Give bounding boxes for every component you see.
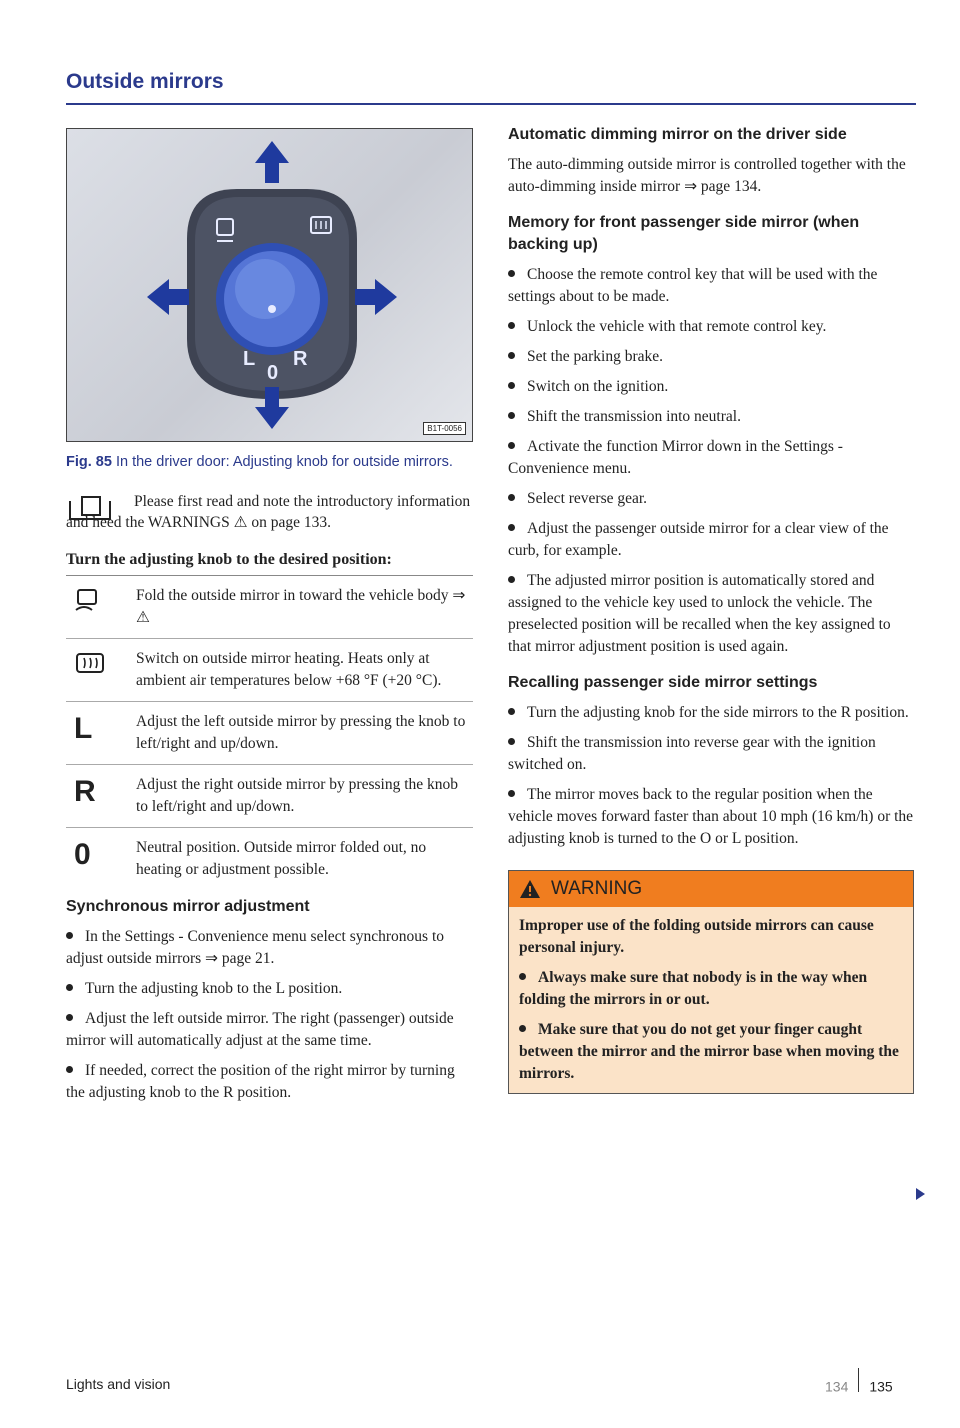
list-item: Select reverse gear. xyxy=(508,488,916,510)
knob-label-l: L xyxy=(243,348,256,370)
list-item: Turn the adjusting knob to the L position. xyxy=(66,978,473,1000)
sync-heading: Synchronous mirror adjustment xyxy=(66,898,310,915)
page-header xyxy=(66,70,916,94)
list-item: Shift the transmission into neutral. xyxy=(508,406,916,428)
page-number-left: 134 xyxy=(825,1378,849,1395)
continue-arrow-icon xyxy=(916,1188,925,1200)
list-item: Unlock the vehicle with that remote control key. xyxy=(508,316,916,338)
symbol-fold-text: Fold the outside mirror in toward the vehicle body ⇒ ⚠ xyxy=(136,587,466,626)
list-item: Shift the transmission into reverse gear with the ignition switched on. xyxy=(508,734,876,773)
warning-body xyxy=(509,907,913,1093)
warning-intro: Improper use of the folding outside mirrors can cause personal injury. xyxy=(519,917,874,956)
memory-heading: Memory for front passenger side mirror (when backing up) xyxy=(508,214,860,253)
warning-title: WARNING xyxy=(551,878,643,899)
knob-label-r: R xyxy=(293,348,308,370)
right-column xyxy=(508,124,916,1094)
mirror-knob-figure xyxy=(66,128,473,442)
figure-caption-text: In the driver door: Adjusting knob for outside mirrors. xyxy=(115,454,453,470)
symbol-r: R xyxy=(74,775,96,808)
auto-dim-heading: Automatic dimming mirror on the driver side xyxy=(508,126,847,143)
list-item: Set the parking brake. xyxy=(508,346,916,368)
warning-box xyxy=(508,870,914,1094)
list-item: The adjusted mirror position is automatically stored and assigned to the vehicle key used to unlock the vehicle. The preselected position will be recalled when the key assigned to that mirror adjustment position is used again. xyxy=(508,572,891,655)
figure-caption xyxy=(66,452,473,473)
list-item: In the Settings - Convenience menu select synchronous to adjust outside mirrors ⇒ page 21. xyxy=(66,928,445,967)
symbol-row-fold xyxy=(66,576,473,639)
recall-list xyxy=(508,702,916,850)
left-column xyxy=(66,128,473,1104)
turn-knob-heading: Turn the adjusting knob to the desired position: xyxy=(66,551,473,576)
list-item: If needed, correct the position of the right mirror by turning the adjusting knob to the R position. xyxy=(66,1062,455,1101)
footer-section: Lights and vision xyxy=(66,1376,171,1392)
symbol-heating-text: Switch on outside mirror heating. Heats only at ambient air temperatures below +68 °F (+20 °C). xyxy=(136,650,442,689)
figure-code: B1T-0056 xyxy=(423,422,466,435)
mirror-knob-illustration xyxy=(67,129,473,442)
page-title: Outside mirrors xyxy=(66,70,224,93)
list-item: Always make sure that nobody is in the way when folding the mirrors in or out. xyxy=(519,969,868,1008)
symbol-row-neutral xyxy=(66,828,473,890)
page-number-right: 135 xyxy=(869,1378,893,1395)
list-item: Choose the remote control key that will be used with the settings about to be made. xyxy=(508,266,878,305)
introductory-note xyxy=(66,491,473,533)
auto-dim-text: The auto-dimming outside mirror is controlled together with the auto-dimming inside mirror ⇒ page 134. xyxy=(508,156,906,195)
note-text: Please first read and note the introductory information and heed the WARNINGS ⚠ on page 133. xyxy=(66,493,471,531)
symbol-left-text: Adjust the left outside mirror by pressing the knob to left/right and up/down. xyxy=(136,713,466,752)
list-item: Adjust the passenger outside mirror for a clear view of the curb, for example. xyxy=(508,520,889,559)
list-item: Adjust the left outside mirror. The right (passenger) outside mirror will automatically adjust at the same time. xyxy=(66,1010,454,1049)
symbol-zero: 0 xyxy=(74,838,91,871)
symbol-neutral-text: Neutral position. Outside mirror folded out, no heating or adjustment possible. xyxy=(136,839,427,878)
list-item: Make sure that you do not get your finger caught between the mirror and the mirror base when moving the mirrors. xyxy=(519,1021,899,1082)
footer-page-numbers xyxy=(825,1376,893,1400)
mirror-fold-icon xyxy=(74,588,104,614)
knob-label-zero: 0 xyxy=(267,362,279,384)
figure-number: Fig. 85 xyxy=(66,454,112,470)
warning-header xyxy=(509,871,913,907)
list-item: Turn the adjusting knob for the side mirrors to the R position. xyxy=(508,702,916,724)
sync-list xyxy=(66,926,473,1104)
symbol-l: L xyxy=(74,712,93,745)
header-rule xyxy=(66,103,916,105)
mirror-heating-icon xyxy=(74,651,108,677)
symbol-row-left xyxy=(66,702,473,765)
list-item: The mirror moves back to the regular position when the vehicle moves forward faster than about 10 mph (16 km/h) or the adjusting knob is turned to the O or L position. xyxy=(508,786,914,847)
list-item: Activate the function Mirror down in the Settings - Convenience menu. xyxy=(508,438,843,477)
warning-triangle-icon xyxy=(519,879,541,899)
book-icon xyxy=(66,493,114,523)
memory-list xyxy=(508,264,916,658)
list-item: Switch on the ignition. xyxy=(508,376,916,398)
symbol-row-heating xyxy=(66,639,473,702)
symbol-right-text: Adjust the right outside mirror by pressing the knob to left/right and up/down. xyxy=(136,776,459,815)
recall-heading: Recalling passenger side mirror settings xyxy=(508,674,818,691)
symbol-row-right xyxy=(66,765,473,828)
warning-list xyxy=(519,967,903,1085)
